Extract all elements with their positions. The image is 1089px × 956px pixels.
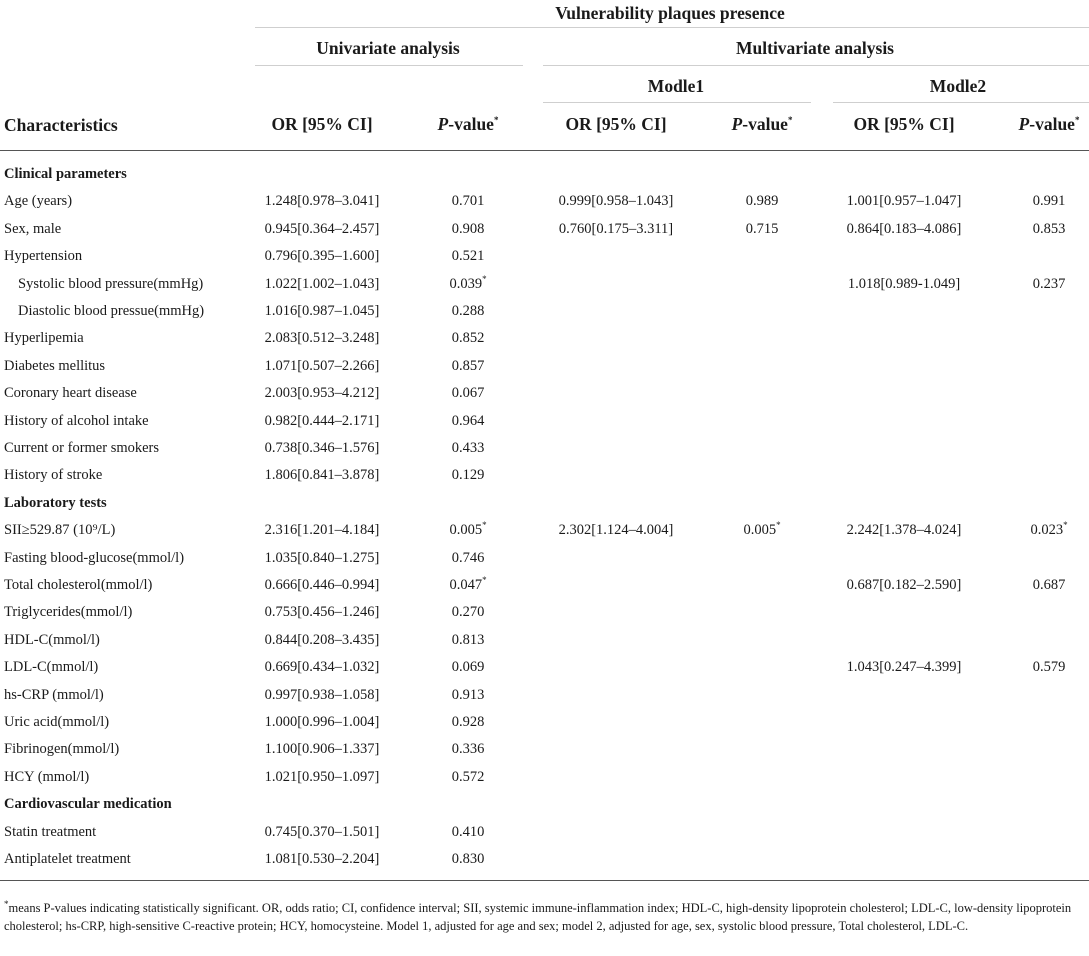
cell-uni-p: 0.701 — [451, 193, 485, 210]
cell-uni-p: 0.928 — [451, 714, 485, 730]
row-label: Hypertension — [4, 248, 83, 265]
section-title: Clinical parameters — [4, 166, 127, 182]
cell-uni-or: 0.982[0.444–2.171] — [264, 412, 380, 429]
row-label: HDL-C(mmol/l) — [4, 631, 100, 648]
row-label: History of stroke — [4, 467, 103, 484]
cell-uni-or: 0.796[0.395–1.600] — [264, 248, 380, 265]
footnote-star: * — [4, 898, 9, 909]
significance-star: * — [1063, 520, 1068, 531]
significance-star: * — [482, 575, 487, 586]
cell-uni-p: 0.039* — [449, 273, 487, 292]
cell-m1-p: 0.005* — [743, 520, 781, 539]
model1-header: Modle1 — [647, 76, 705, 96]
row-label: Coronary heart disease — [4, 385, 137, 402]
footnote-text: means P-values indicating statistically significant. OR, odds ratio; CI, confidence interval; SII, systemic immune-inflammation index; HDL-C, high-density lipoprotein cholesterol; LDL-C, low-density lipoprotein cholesterol; hs-CRP, high-sensitive C-reactive protein; HCY, homocysteine. Model 1, adjusted for age and sex; model 2, adjusted for age, sex, systolic blood pressure, Total cholesterol, LDL-C. — [4, 901, 1072, 933]
p-rest: -value — [448, 114, 494, 134]
cell-uni-p: 0.005* — [449, 520, 487, 539]
row-label: Triglycerides(mmol/l) — [4, 604, 133, 621]
top-header-rule — [255, 27, 1089, 28]
cell-uni-p: 0.336 — [451, 741, 485, 758]
header-bottom-rule — [0, 150, 1089, 151]
cell-uni-p: 0.069 — [451, 659, 485, 676]
section-title: Cardiovascular medication — [4, 796, 172, 813]
col-m1-p — [732, 114, 793, 135]
cell-m2-p: 0.853 — [1032, 220, 1066, 237]
significance-star: * — [482, 273, 487, 284]
cell-uni-p: 0.746 — [451, 549, 485, 566]
cell-uni-or: 0.997[0.938–1.058] — [264, 686, 380, 703]
footnote — [4, 899, 1084, 935]
row-label: Statin treatment — [4, 823, 97, 840]
cell-m2-or: 1.018[0.989-1.049] — [847, 275, 961, 292]
cell-m2-or: 0.687[0.182–2.590] — [846, 577, 962, 593]
row-label: Diastolic blood pressue(mmHg) — [18, 303, 205, 319]
section-title: Laboratory tests — [4, 494, 107, 511]
cell-m2-or: 1.001[0.957–1.047] — [846, 193, 962, 210]
cell-uni-p: 0.047* — [449, 575, 487, 593]
row-label: Fibrinogen(mmol/l) — [4, 741, 120, 758]
col-uni-p — [438, 114, 499, 135]
table-top-header: Vulnerability plaques presence — [555, 3, 785, 23]
row-label: HCY (mmol/l) — [4, 768, 90, 785]
cell-uni-or: 1.035[0.840–1.275] — [264, 549, 380, 566]
cell-uni-or: 0.745[0.370–1.501] — [264, 823, 380, 840]
table-bottom-rule — [0, 880, 1089, 881]
cell-uni-p: 0.830 — [451, 851, 485, 867]
row-label: Diabetes mellitus — [4, 357, 106, 374]
cell-uni-or: 1.081[0.530–2.204] — [264, 851, 380, 867]
univariate-rule — [255, 65, 523, 66]
cell-uni-or: 0.666[0.446–0.994] — [264, 577, 380, 593]
cell-uni-or: 1.248[0.978–3.041] — [264, 193, 380, 210]
cell-uni-p: 0.288 — [451, 303, 485, 319]
cell-m1-or: 0.760[0.175–3.311] — [558, 220, 674, 237]
cell-uni-or: 1.021[0.950–1.097] — [264, 768, 380, 785]
row-label: Antiplatelet treatment — [4, 851, 131, 867]
cell-m2-p: 0.023* — [1030, 520, 1068, 539]
col-uni-or: OR [95% CI] — [271, 114, 373, 134]
cell-uni-or: 1.022[1.002–1.043] — [264, 275, 380, 292]
cell-m2-p: 0.579 — [1032, 659, 1066, 676]
cell-uni-p: 0.857 — [451, 357, 485, 374]
multivariate-rule — [543, 65, 1089, 66]
col-m2-p — [1019, 114, 1080, 135]
row-label: Hyperlipemia — [4, 330, 84, 347]
cell-m1-p: 0.715 — [745, 220, 779, 237]
cell-uni-or: 0.738[0.346–1.576] — [264, 440, 380, 456]
cell-m2-or: 0.864[0.183–4.086] — [846, 220, 962, 237]
cell-uni-or: 2.316[1.201–4.184] — [264, 522, 380, 539]
significance-star: * — [776, 520, 781, 531]
cell-uni-or: 0.844[0.208–3.435] — [264, 631, 380, 648]
cell-uni-or: 1.000[0.996–1.004] — [264, 714, 380, 730]
row-label: Fasting blood-glucose(mmol/l) — [4, 549, 185, 566]
significance-star: * — [482, 520, 487, 531]
p-italic: P — [1018, 114, 1030, 134]
cell-uni-p: 0.572 — [451, 768, 485, 785]
p-star: * — [787, 115, 793, 126]
cell-uni-p: 0.067 — [451, 385, 485, 402]
row-label: Age (years) — [4, 193, 73, 210]
cell-uni-p: 0.270 — [451, 604, 485, 621]
model2-rule — [833, 102, 1089, 103]
cell-uni-p: 0.129 — [451, 467, 485, 484]
cell-uni-or: 2.083[0.512–3.248] — [264, 330, 380, 347]
row-label: SII≥529.87 (10⁹/L) — [4, 522, 116, 539]
row-label: LDL-C(mmol/l) — [4, 659, 99, 676]
model1-rule — [543, 102, 811, 103]
cell-uni-p: 0.913 — [451, 686, 485, 703]
cell-uni-p: 0.908 — [451, 220, 485, 237]
cell-m2-p: 0.687 — [1032, 577, 1066, 593]
cell-m2-p: 0.237 — [1032, 275, 1066, 292]
row-label: hs-CRP (mmol/l) — [4, 686, 104, 703]
cell-uni-or: 1.100[0.906–1.337] — [264, 741, 380, 758]
multivariate-group-header: Multivariate analysis — [736, 38, 894, 58]
p-star: * — [1074, 115, 1080, 126]
cell-uni-p: 0.410 — [451, 823, 485, 840]
row-label: Current or former smokers — [4, 440, 160, 456]
p-rest: -value — [742, 114, 788, 134]
cell-uni-or: 1.071[0.507–2.266] — [264, 357, 380, 374]
p-italic: P — [437, 114, 449, 134]
cell-m1-or: 0.999[0.958–1.043] — [558, 193, 674, 210]
cell-uni-or: 0.945[0.364–2.457] — [264, 220, 380, 237]
cell-m2-or: 1.043[0.247–4.399] — [846, 659, 962, 676]
cell-m2-or: 2.242[1.378–4.024] — [846, 522, 962, 539]
row-label: Systolic blood pressure(mmHg) — [18, 275, 204, 292]
cell-uni-p: 0.813 — [451, 631, 485, 648]
col-characteristics: Characteristics — [4, 115, 118, 135]
row-label: Sex, male — [4, 220, 62, 237]
cell-uni-p: 0.433 — [451, 440, 485, 456]
col-m2-or: OR [95% CI] — [853, 114, 955, 134]
p-italic: P — [731, 114, 743, 134]
p-rest: -value — [1029, 114, 1075, 134]
col-m1-or: OR [95% CI] — [565, 114, 667, 134]
univariate-group-header: Univariate analysis — [316, 38, 460, 58]
cell-m2-p: 0.991 — [1032, 193, 1066, 210]
cell-uni-or: 0.753[0.456–1.246] — [264, 604, 380, 621]
p-star: * — [493, 115, 499, 126]
cell-uni-or: 1.806[0.841–3.878] — [264, 467, 380, 484]
cell-uni-or: 0.669[0.434–1.032] — [264, 659, 380, 676]
row-label: Total cholesterol(mmol/l) — [4, 577, 153, 593]
model2-header: Modle2 — [929, 76, 987, 96]
cell-uni-p: 0.964 — [451, 412, 485, 429]
cell-uni-p: 0.852 — [451, 330, 485, 347]
cell-uni-or: 1.016[0.987–1.045] — [264, 303, 380, 319]
row-label: History of alcohol intake — [4, 412, 149, 429]
row-label: Uric acid(mmol/l) — [4, 714, 110, 730]
cell-uni-p: 0.521 — [451, 248, 485, 265]
cell-uni-or: 2.003[0.953–4.212] — [264, 385, 380, 402]
cell-m1-or: 2.302[1.124–4.004] — [558, 522, 674, 539]
cell-m1-p: 0.989 — [745, 193, 779, 210]
